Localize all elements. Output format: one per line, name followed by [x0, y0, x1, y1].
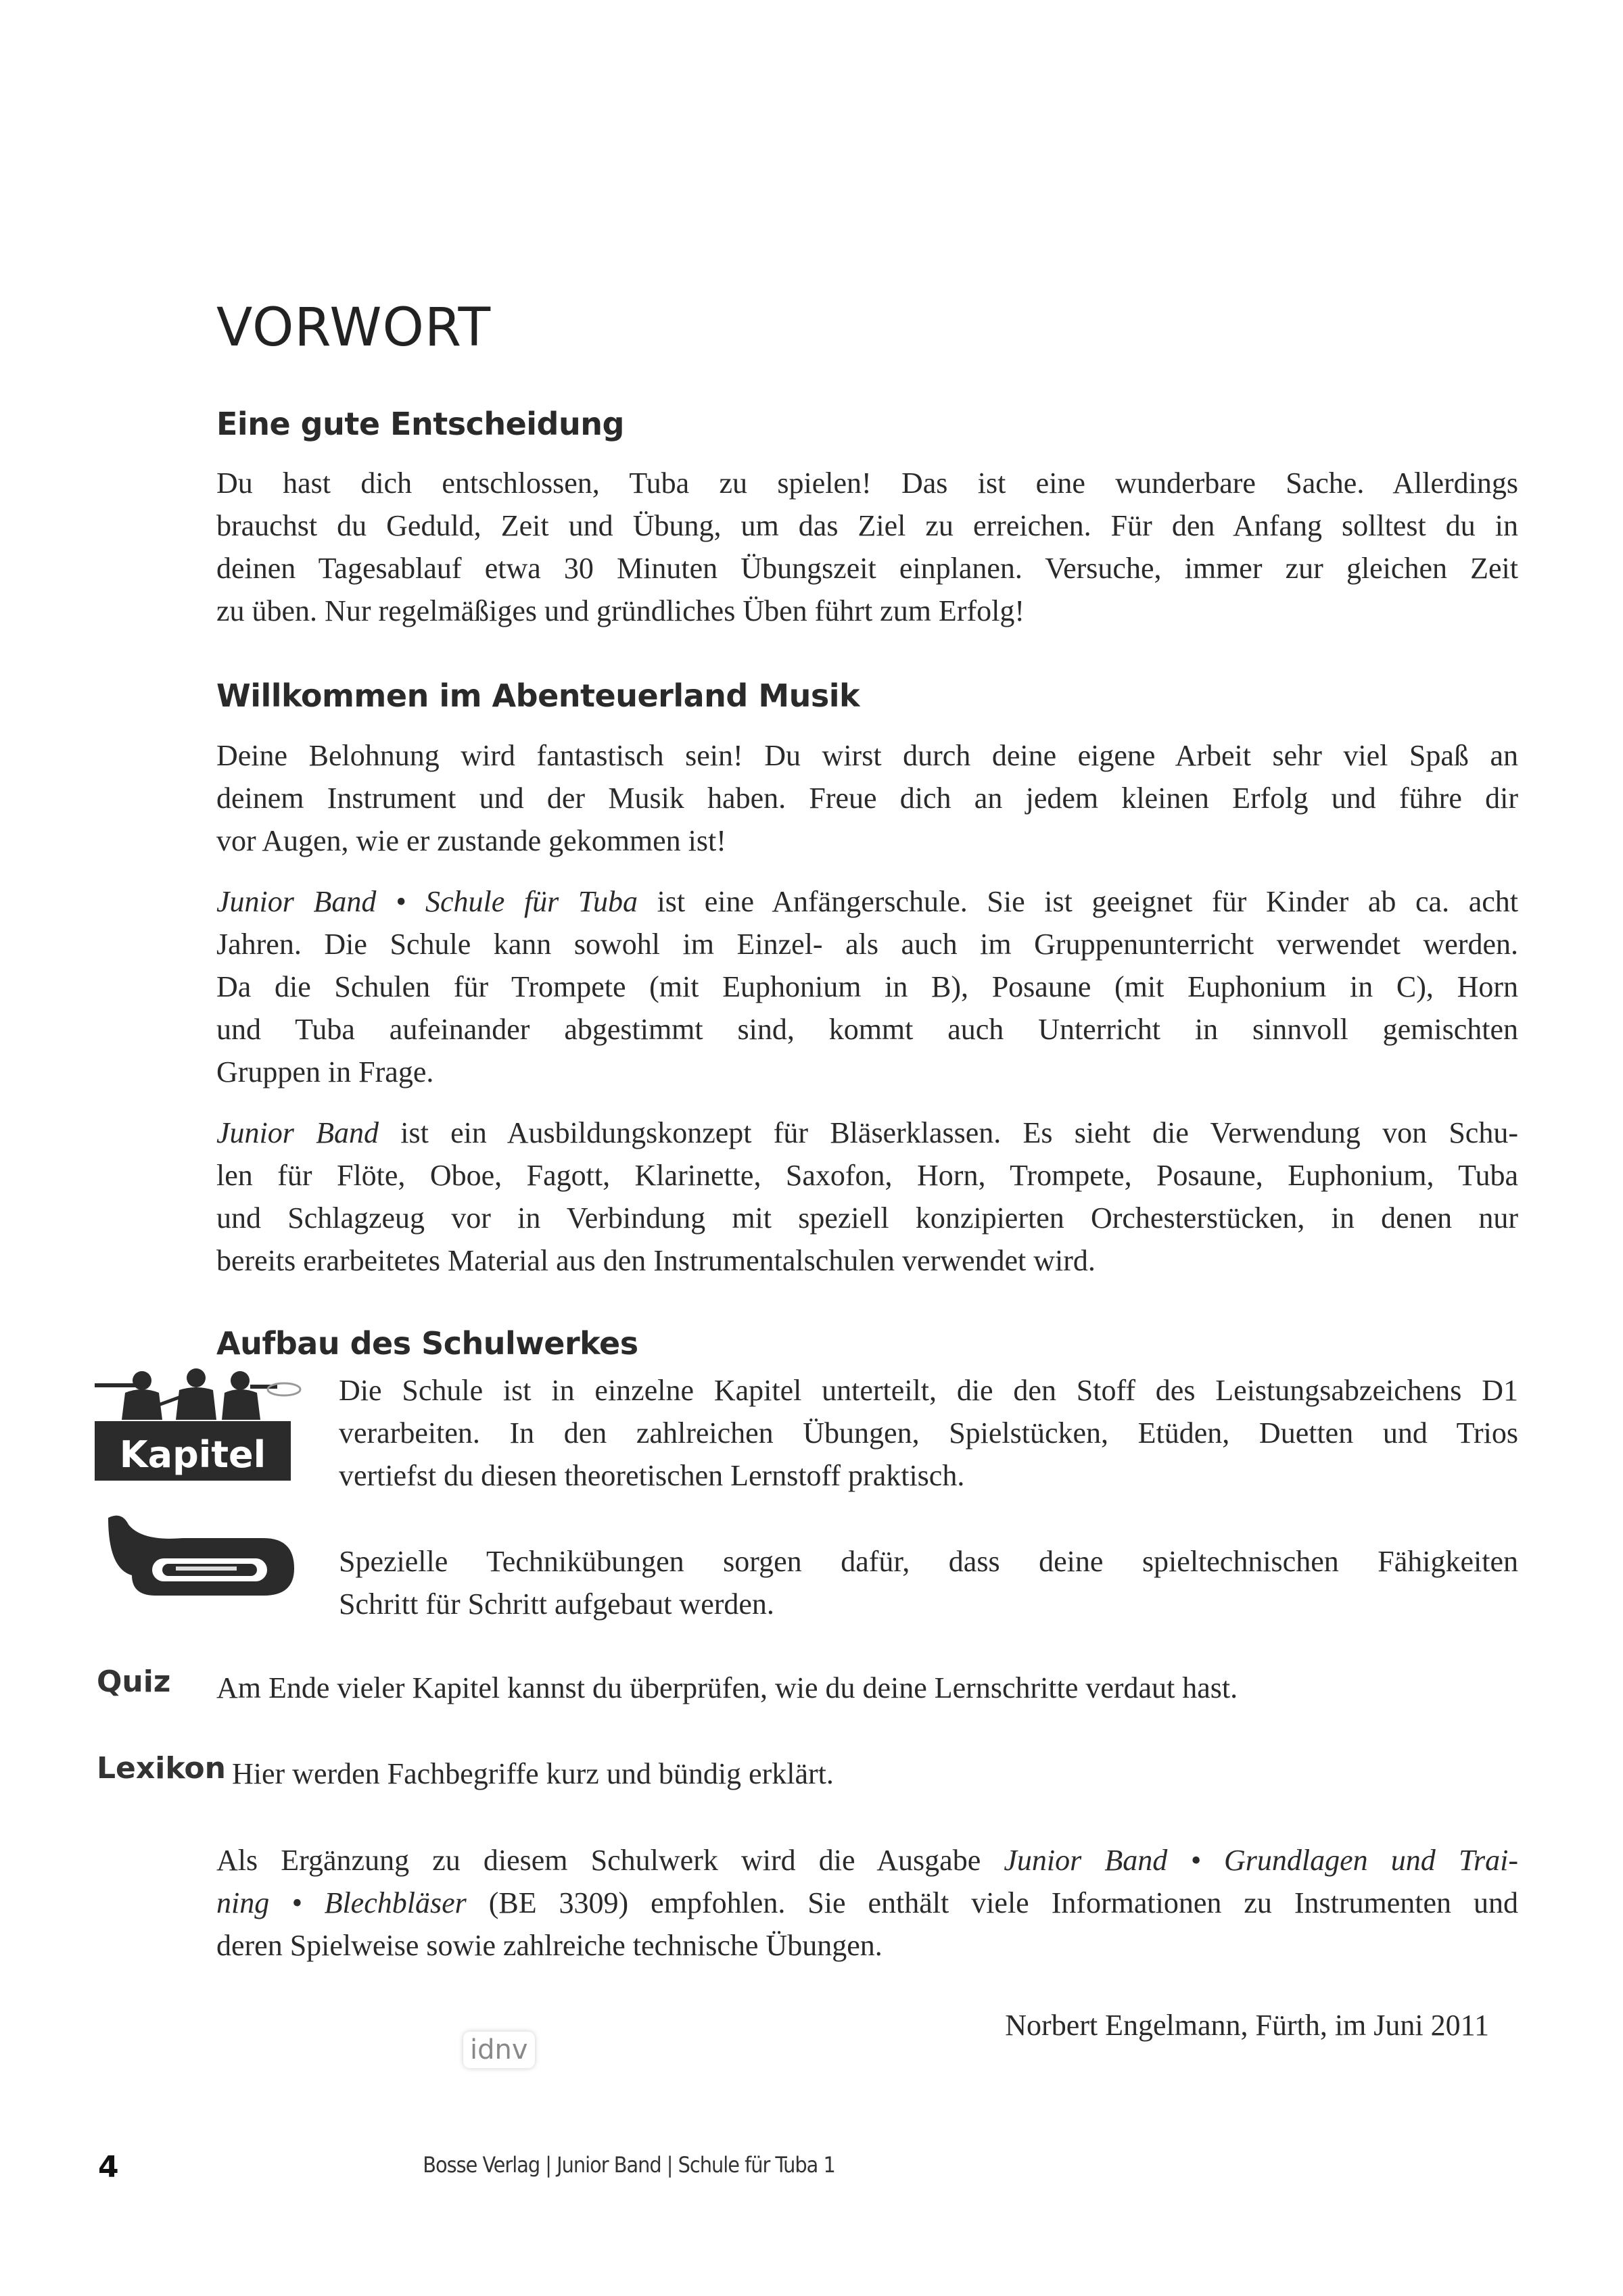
text-segment: und Schlagzeug vor in Verbindung mit speziell konzipierten Orchesterstücken, in denen nur — [216, 1201, 1518, 1235]
text-line — [216, 1197, 1518, 1239]
text-segment: len für Flöte, Oboe, Fagott, Klarinette, Saxofon, Horn, Trompete, Posaune, Euphonium, Tuba — [216, 1159, 1518, 1192]
text-line — [216, 819, 1518, 862]
page-number: 4 — [98, 2150, 119, 2184]
text-line — [216, 777, 1518, 819]
text-line — [216, 1008, 1518, 1051]
text-line — [216, 1667, 1518, 1709]
text-line — [216, 590, 1518, 632]
signature: Norbert Engelmann, Fürth, im Juni 2011 — [1005, 2009, 1489, 2042]
text-line — [339, 1540, 1518, 1583]
paragraph — [339, 1540, 1518, 1625]
text-segment: deren Spielweise sowie zahlreiche technische Übungen. — [216, 1929, 883, 1962]
text-segment: zu üben. Nur regelmäßiges und gründliches Üben führt zum Erfolg! — [216, 594, 1025, 627]
text-segment: Spezielle Technikübungen sorgen dafür, dass deine spieltechnischen Fähigkeiten — [339, 1545, 1518, 1578]
kapitel-label: Kapitel — [119, 1433, 266, 1476]
quiz-icon: Quiz — [97, 1665, 171, 1699]
text-segment: (BE 3309) empfohlen. Sie enthält viele Informationen zu Instrumenten und — [466, 1886, 1518, 1919]
paragraph — [216, 734, 1518, 862]
footer-text: Bosse Verlag | Junior Band | Schule für Tuba 1 — [423, 2152, 835, 2178]
italic-title: Junior Band • Schule für Tuba — [216, 885, 638, 918]
section-heading: Willkommen im Abenteuerland Musik — [216, 677, 860, 714]
text-segment: Schritt für Schritt aufgebaut werden. — [339, 1587, 774, 1621]
paragraph — [216, 1667, 1518, 1709]
text-line — [216, 923, 1518, 965]
text-segment: vor Augen, wie er zustande gekommen ist! — [216, 824, 726, 857]
text-line — [216, 1924, 1518, 1967]
watermark: idnv — [463, 2032, 535, 2068]
text-segment: Am Ende vieler Kapitel kannst du überprüfen, wie du deine Lernschritte verdaut hast. — [216, 1671, 1238, 1704]
text-segment: verarbeiten. In den zahlreichen Übungen, Spielstücken, Etüden, Duetten und Trios — [339, 1416, 1518, 1450]
lexikon-icon: Lexikon — [97, 1751, 226, 1786]
paragraph — [232, 1752, 1534, 1795]
page-title: VORWORT — [216, 297, 492, 358]
text-line — [339, 1369, 1518, 1412]
text-segment: Jahren. Die Schule kann sowohl im Einzel- als auch im Gruppenunterricht verwendet werden. — [216, 928, 1518, 961]
section-heading: Aufbau des Schulwerkes — [216, 1325, 638, 1362]
text-line — [216, 504, 1518, 547]
text-segment: ist eine Anfängerschule. Sie ist geeignet für Kinder ab ca. acht — [637, 885, 1518, 918]
text-line — [339, 1412, 1518, 1454]
paragraph — [216, 462, 1518, 632]
text-segment: Hier werden Fachbegriffe kurz und bündig erklärt. — [232, 1757, 834, 1790]
text-line — [216, 462, 1518, 504]
paragraph — [216, 880, 1518, 1093]
paragraph — [216, 1111, 1518, 1282]
kapitel-icon — [95, 1366, 304, 1484]
text-segment: brauchst du Geduld, Zeit und Übung, um das Ziel zu erreichen. Für den Anfang solltest du in — [216, 509, 1518, 542]
text-segment: ist ein Ausbildungskonzept für Bläserklassen. Es sieht die Verwendung von Schu- — [379, 1116, 1518, 1149]
italic-title: Junior Band — [216, 1116, 379, 1149]
text-line — [339, 1454, 1518, 1497]
text-line — [232, 1752, 1534, 1795]
text-line — [216, 1839, 1518, 1882]
text-line — [216, 880, 1518, 923]
text-segment: vertiefst du diesen theoretischen Lernstoff praktisch. — [339, 1459, 965, 1492]
text-segment: Du hast dich entschlossen, Tuba zu spielen! Das ist eine wunderbare Sache. Allerdings — [216, 467, 1518, 500]
text-segment: und Tuba aufeinander abgestimmt sind, kommt auch Unterricht in sinnvoll gemischten — [216, 1013, 1518, 1046]
section-heading: Eine gute Entscheidung — [216, 406, 624, 442]
paragraph — [339, 1369, 1518, 1497]
text-line — [216, 1882, 1518, 1924]
italic-title: ning • Blechbläser — [216, 1886, 467, 1919]
text-segment: bereits erarbeitetes Material aus den Instrumentalschulen verwendet wird. — [216, 1244, 1096, 1277]
text-line — [339, 1583, 1518, 1625]
italic-title: Junior Band • Grundlagen und Trai- — [1004, 1844, 1518, 1877]
text-segment: deinen Tagesablauf etwa 30 Minuten Übungszeit einplanen. Versuche, immer zur gleichen Zeit — [216, 552, 1518, 585]
text-segment: Gruppen in Frage. — [216, 1055, 434, 1089]
text-line — [216, 965, 1518, 1008]
text-segment: deinem Instrument und der Musik haben. Freue dich an jedem kleinen Erfolg und führe dir — [216, 782, 1518, 815]
text-line — [216, 547, 1518, 590]
text-line — [216, 1239, 1518, 1282]
text-segment: Deine Belohnung wird fantastisch sein! Du wirst durch deine eigene Arbeit sehr viel Spaß an — [216, 739, 1518, 772]
text-line — [216, 1051, 1518, 1093]
text-line — [216, 1154, 1518, 1197]
text-segment: Da die Schulen für Trompete (mit Euphonium in B), Posaune (mit Euphonium in C), Horn — [216, 970, 1518, 1003]
tuba-icon — [101, 1511, 298, 1599]
text-segment: Die Schule ist in einzelne Kapitel unterteilt, die den Stoff des Leistungsabzeichens D1 — [339, 1374, 1518, 1407]
text-line — [216, 1111, 1518, 1154]
text-segment: Als Ergänzung zu diesem Schulwerk wird die Ausgabe — [216, 1844, 1004, 1877]
paragraph — [216, 1839, 1518, 1967]
text-line — [216, 734, 1518, 777]
